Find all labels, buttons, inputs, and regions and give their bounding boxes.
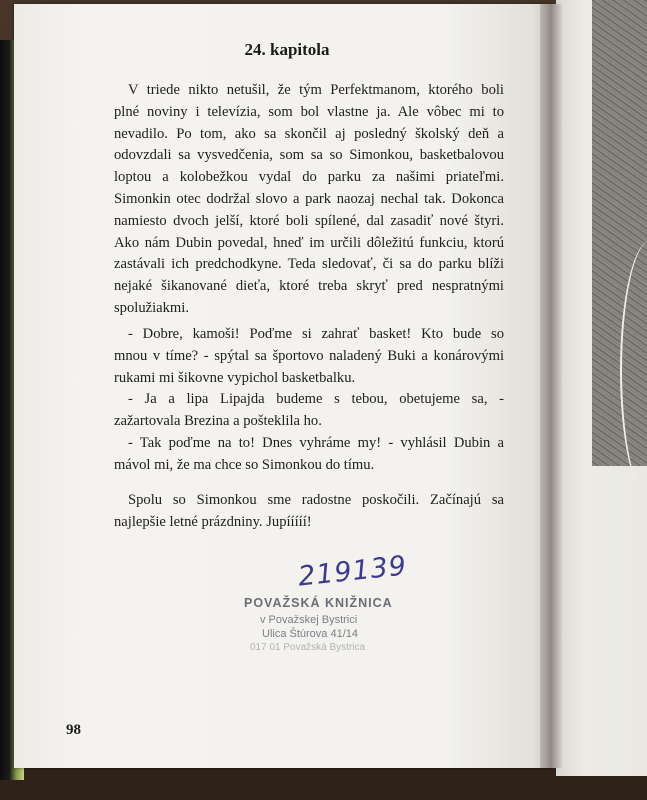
paragraph-1 [114,80,504,320]
text-line: mnou v tíme? - spýtal sa športovo naladený Buki a konárovými [114,347,504,364]
paragraph-2 [114,324,504,477]
illustration-image [592,0,647,466]
library-stamp [240,550,409,666]
text-line: mávol mi, že ma chce so Simonkou do tímu. [114,456,375,473]
text-line: - Ja a lipa Lipajda budeme s tebou, obetujeme sa, - [128,391,504,408]
text-line: nejaké šikanované dieťa, ktoré treba skryť pred nespratnými [114,278,504,295]
text-line: spolužiakmi. [114,299,189,316]
text-line: Ako nám Dubin povedal, hneď im určili dôležitú funkciu, ktorú [114,234,504,251]
text-line: Spolu so Simonkou sme radostne poskočili. Začínajú sa [128,492,504,508]
text-line: plné noviny i televízia, som bol vlastne ja. Ale vôbec mi to [114,103,504,120]
text-line: - Dobre, kamoši! Poďme si zahrať basket! Kto bude so [128,326,504,342]
illustration-curve [620,240,647,500]
stamp-library-name: POVAŽSKÁ KNIŽNICA [244,596,393,610]
text-line: odovzdali sa vysvedčenia, som sa so Simonkou, basketbalovou [114,147,504,164]
page-number: 98 [66,722,81,738]
stamp-postcode: 017 01 Považská Bystrica [250,642,366,653]
text-line: - Tak poďme na to! Dnes vyhráme my! - vyhlásil Dubin a [128,434,504,451]
text-line: V triede nikto netušil, že tým Perfektmanom, ktorého boli [128,82,504,98]
text-line: zažartovala Brezina a pošteklila ho. [114,413,322,430]
stamp-city: v Považskej Bystrici [260,614,358,626]
text-line: loptou a kolobežkou vydal do parku za našimi priateľmi. [114,169,504,186]
paragraph-3 [114,490,504,534]
text-line: najlepšie letné prázdniny. Jupííííí! [114,513,312,530]
handwritten-inventory-number: 219139 [296,550,409,593]
stamp-street: Ulica Štúrova 41/14 [262,628,358,640]
text-line: nevadilo. Po tom, ako sa skončil aj posledný školský deň a [114,125,504,142]
text-line: namiesto dvoch jelší, ktoré boli spílené, dal zasadiť nové štyri. [114,212,504,229]
chapter-title: 24. kapitola [244,40,330,59]
text-line: zastávali ich predchodkyne. Teda sledovať, či sa do parku blíži [114,256,504,273]
book-gutter [540,4,562,768]
text-line: rukami mi šikovne vypichol basketbalku. [114,369,356,386]
text-line: Simonkin otec dodržal slovo a park naozaj nechal tak. Dokonca [114,190,504,207]
